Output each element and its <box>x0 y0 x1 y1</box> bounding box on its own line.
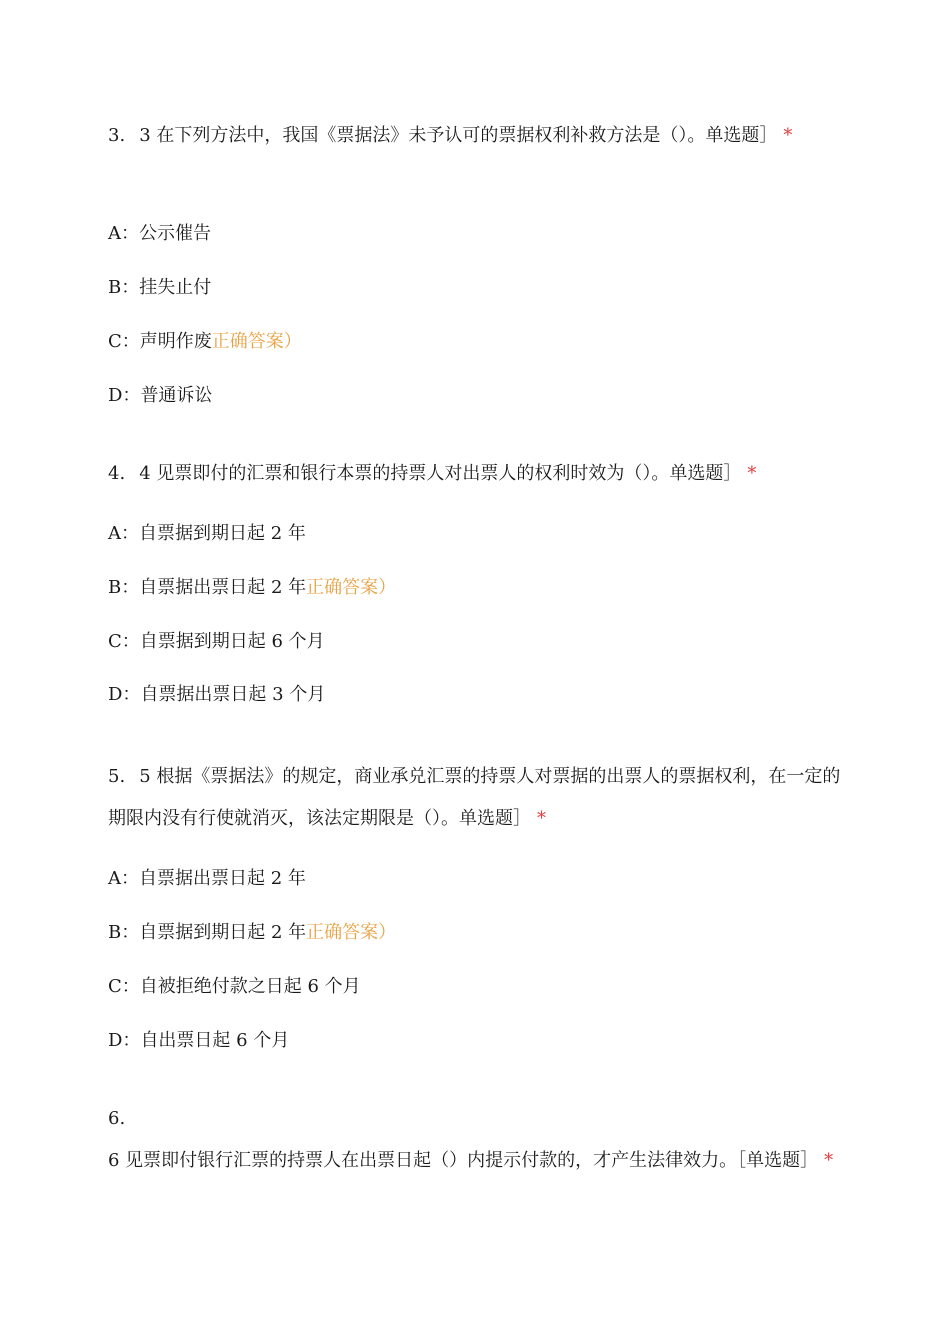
correct-answer-tag: 正确答案） <box>306 577 397 598</box>
option-text: 公示催告 <box>139 223 211 244</box>
question-6-title <box>108 1098 848 1182</box>
option-label: B： <box>108 277 140 298</box>
question-5-option-b <box>108 921 396 945</box>
question-text: 3 在下列方法中，我国《票据法》未予认可的票据权利补救方法是（）。单选题］ <box>139 125 778 146</box>
question-text: 5 根据《票据法》的规定，商业承兑汇票的持票人对票据的出票人的票据权利，在一定的期限内没有行使就消灭，该法定期限是（）。单选题］ <box>108 766 841 829</box>
question-3-option-b <box>108 276 211 300</box>
question-text: 4 见票即付的汇票和银行本票的持票人对出票人的权利时效为（）。单选题］ <box>139 463 742 484</box>
option-label: A： <box>108 223 139 244</box>
option-label: D： <box>108 684 141 705</box>
option-text: 自票据到期日起 2 年 <box>139 922 307 943</box>
option-text: 自票据出票日起 2 年 <box>139 868 306 889</box>
option-label: B： <box>108 577 140 598</box>
question-number: 5. <box>108 766 126 787</box>
question-text: 6 见票即付银行汇票的持票人在出票日起（）内提示付款的，才产生法律效力。［单选题］ <box>108 1150 819 1171</box>
question-number: 3. <box>108 125 126 146</box>
question-3-option-a <box>108 222 211 246</box>
required-mark: * <box>747 463 757 484</box>
option-text: 自票据到期日起 2 年 <box>139 523 306 544</box>
correct-answer-tag: 正确答案） <box>306 922 397 943</box>
question-4-option-d <box>108 683 325 707</box>
question-5-option-c <box>108 975 361 999</box>
question-number: 4. <box>108 463 126 484</box>
question-5-option-a <box>108 867 306 891</box>
question-4-title <box>108 453 848 495</box>
option-label: D： <box>108 1030 141 1051</box>
required-mark: * <box>783 125 793 146</box>
question-4-option-c <box>108 630 325 654</box>
correct-answer-tag: 正确答案） <box>211 331 302 352</box>
question-3-option-d <box>108 384 212 408</box>
option-text: 普通诉讼 <box>140 385 213 406</box>
option-text: 挂失止付 <box>139 277 212 298</box>
required-mark: * <box>537 808 546 829</box>
option-label: C： <box>108 631 140 652</box>
required-mark: * <box>824 1150 834 1171</box>
option-label: A： <box>108 523 139 544</box>
option-label: C： <box>108 976 140 997</box>
question-3-option-c <box>108 330 302 354</box>
question-5-option-d <box>108 1029 289 1053</box>
option-label: B： <box>108 922 140 943</box>
question-4-option-a <box>108 522 306 546</box>
option-text: 自票据出票日起 2 年 <box>139 577 307 598</box>
question-4-option-b <box>108 576 396 600</box>
option-label: D： <box>108 385 141 406</box>
question-number: 6. <box>108 1108 126 1129</box>
option-text: 自被拒绝付款之日起 6 个月 <box>139 976 361 997</box>
question-5-title <box>108 756 848 840</box>
option-label: A： <box>108 868 139 889</box>
option-label: C： <box>108 331 140 352</box>
option-text: 声明作废 <box>139 331 212 352</box>
option-text: 自票据到期日起 6 个月 <box>139 631 325 652</box>
question-3-title <box>108 115 848 157</box>
option-text: 自票据出票日起 3 个月 <box>140 684 326 705</box>
option-text: 自出票日起 6 个月 <box>140 1030 290 1051</box>
